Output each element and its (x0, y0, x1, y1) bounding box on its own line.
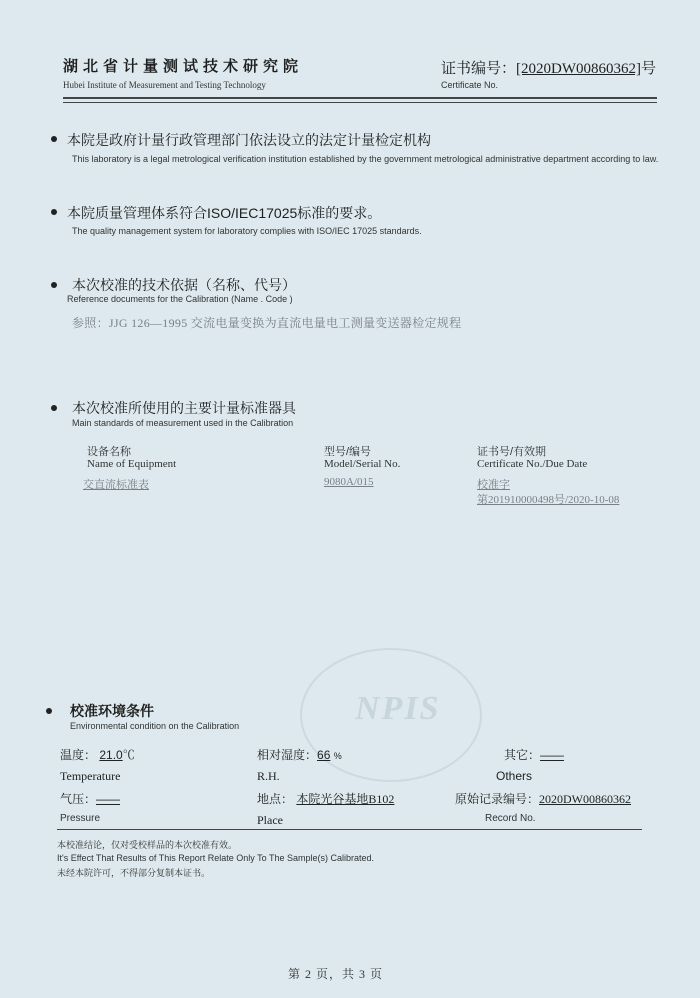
note-validity-cn: 本校准结论，仅对受校样品的本次校准有效。 (57, 840, 238, 850)
other-field (504, 746, 564, 763)
note-validity-en: It's Effect That Results of This Report Relate Only To The Sample(s) Calibrated. (57, 853, 375, 863)
humidity-value: 66 (317, 748, 331, 762)
pressure-value: —— (96, 792, 121, 806)
environment-heading-en: Environmental condition on the Calibration (70, 721, 240, 731)
temperature-value: 21.0 (99, 748, 123, 762)
reference-heading-en: Reference documents for the Calibration (Name . Code ) (67, 294, 293, 304)
header-rule-thick (63, 97, 657, 99)
certificate-label-en: Certificate No. (441, 80, 499, 90)
equipment-model-cell: 9080A/015 (324, 476, 374, 488)
reference-heading-cn: 本次校准的技术依据（名称、代号） (72, 277, 296, 293)
reference-value: 参照：JJG 126—1995 交流电量变换为直流电量电工测量变送器检定规程 (72, 316, 462, 330)
watermark-stamp-text: NPIS (355, 690, 441, 727)
record-label: 原始记录编号： (455, 792, 540, 806)
humidity-field (257, 746, 342, 763)
environment-heading-cn: 校准环境条件 (70, 703, 154, 719)
certificate-label: 证书编号： (441, 60, 517, 77)
place-label: 地点： (257, 792, 294, 806)
quality-statement-cn: 本院质量管理体系符合ISO/IEC17025标准的要求。 (67, 205, 382, 221)
column-header-model-en: Model/Serial No. (324, 458, 401, 470)
other-label: 其它： (504, 748, 541, 762)
place-value: 本院光谷基地B102 (296, 792, 395, 806)
standards-heading-cn: 本次校准所使用的主要计量标准器具 (72, 400, 296, 416)
temperature-field (60, 746, 135, 763)
column-header-certificate-cn: 证书号/有效期 (477, 446, 547, 458)
certificate-number (441, 57, 656, 78)
authority-statement-cn: 本院是政府计量行政管理部门依法设立的法定计量检定机构 (67, 132, 431, 148)
bullet-icon (51, 136, 57, 142)
pressure-label: 气压： (60, 792, 97, 806)
pressure-label-en: Pressure (60, 813, 101, 824)
other-value: —— (540, 748, 565, 762)
place-label-en: Place (257, 813, 283, 827)
temperature-label-en: Temperature (60, 769, 121, 783)
bullet-icon (51, 209, 57, 215)
page-number: 第 2 页，共 3 页 (288, 967, 384, 981)
humidity-label: 相对湿度： (257, 748, 318, 762)
certificate-suffix: 号 (641, 60, 657, 77)
temperature-unit: ℃ (122, 748, 135, 762)
column-header-certificate-en: Certificate No./Due Date (477, 458, 588, 470)
quality-statement-en: The quality management system for laboratory complies with ISO/IEC 17025 standards. (72, 226, 422, 236)
column-header-equipment-en: Name of Equipment (87, 458, 177, 470)
pressure-field (60, 790, 120, 807)
bullet-icon (46, 708, 52, 714)
equipment-name-cell: 交直流标准表 (83, 479, 149, 491)
humidity-label-en: R.H. (257, 769, 280, 783)
column-header-equipment-cn: 设备名称 (87, 446, 131, 458)
bullet-icon (51, 282, 57, 288)
place-field (257, 790, 394, 807)
note-copy-restriction: 未经本院许可，不得部分复制本证书。 (57, 868, 211, 878)
standards-heading-en: Main standards of measurement used in the Calibration (72, 418, 294, 428)
humidity-unit: % (333, 751, 342, 761)
equipment-certificate-line1: 校准字 (477, 479, 510, 491)
record-value: 2020DW00860362 (539, 792, 632, 806)
institute-name-cn: 湖北省计量测试技术研究院 (63, 58, 304, 75)
authority-statement-en: This laboratory is a legal metrological verification institution established by the government metrological administrative department according to law. (72, 154, 659, 164)
column-header-model-cn: 型号/编号 (324, 446, 372, 458)
record-label-en: Record No. (485, 813, 536, 824)
certificate-value: [2020DW00860362] (516, 61, 641, 77)
record-field (455, 790, 631, 807)
equipment-certificate-line2: 第201910000498号/2020-10-08 (477, 494, 620, 506)
other-label-en: Others (496, 769, 533, 783)
header-rule-thin (63, 102, 657, 103)
institute-name-en: Hubei Institute of Measurement and Testing Technology (63, 80, 266, 90)
environment-rule (57, 829, 642, 830)
temperature-label: 温度： (60, 748, 97, 762)
bullet-icon (51, 405, 57, 411)
